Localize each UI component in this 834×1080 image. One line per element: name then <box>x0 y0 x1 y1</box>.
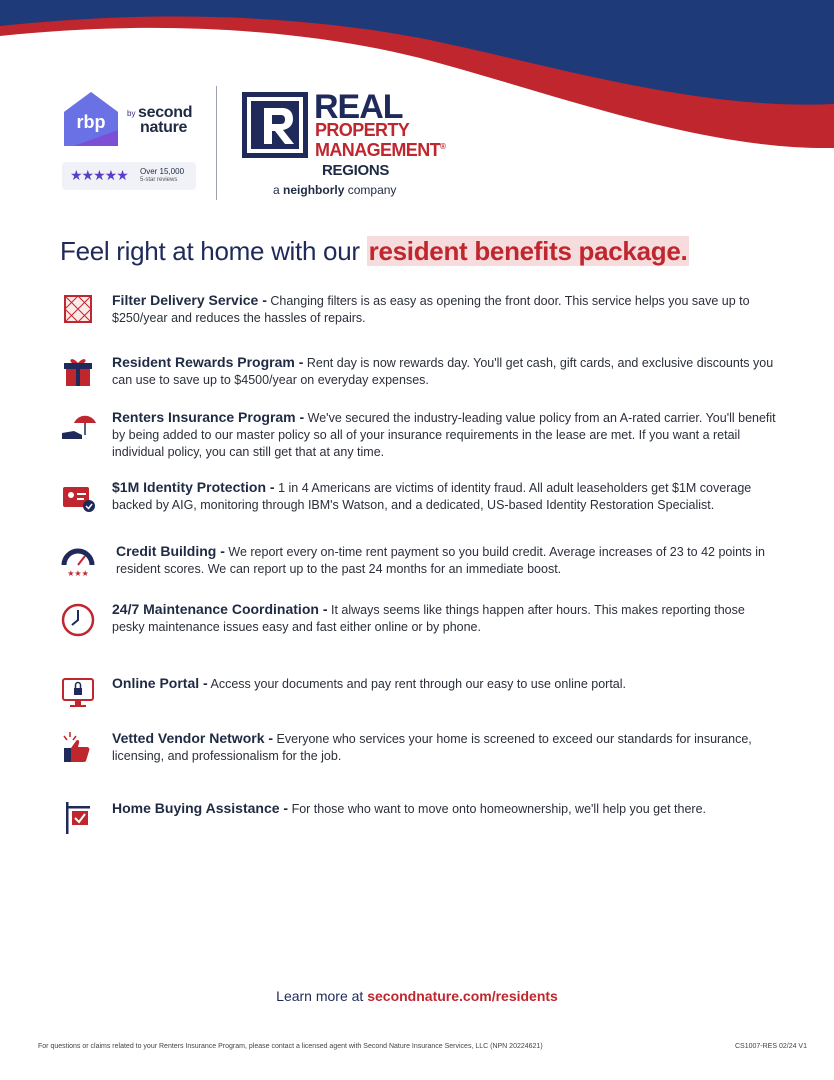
benefit-text <box>112 675 780 693</box>
residents-link[interactable]: secondnature.com/residents <box>367 988 558 1004</box>
benefit-text <box>112 292 780 327</box>
benefit-body: Everyone who services your home is screened to exceed our standards for insurance, licensing, and professionalism for the job. <box>112 732 752 763</box>
rbp-nature-text: nature <box>140 119 188 136</box>
headline-highlight: resident benefits package. <box>368 236 688 266</box>
logo-row <box>60 86 480 204</box>
logo-divider <box>216 86 217 200</box>
computer-lock-icon <box>60 675 96 711</box>
air-filter-icon <box>60 292 96 328</box>
umbrella-hand-icon <box>60 409 96 445</box>
benefit-text <box>112 730 780 765</box>
benefit-title: Renters Insurance Program - <box>112 409 305 425</box>
neighborly-company-text: a neighborly company <box>273 183 397 197</box>
benefit-title: Online Portal - <box>112 675 208 691</box>
svg-text:★★★: ★★★ <box>67 569 89 578</box>
learn-more-text: Learn more at <box>276 988 364 1004</box>
benefit-text <box>112 409 780 461</box>
benefit-body: Access your documents and pay rent through our easy to use online portal. <box>210 677 627 691</box>
rpm-property-text: PROPERTY <box>315 120 410 140</box>
credit-gauge-icon <box>60 543 96 579</box>
five-star-icon: ★★★★★ <box>70 167 128 183</box>
clock-icon <box>60 601 96 637</box>
id-card-shield-icon <box>60 479 96 515</box>
gift-icon <box>60 354 96 390</box>
benefit-body: We report every on-time rent payment so you build credit. Average increases of 23 to 42 points in resident scores. We can report up to the past 24 months for an immediate boost. <box>116 545 766 576</box>
benefit-text <box>112 354 780 389</box>
real-property-management-logo <box>242 88 462 202</box>
benefit-body: For those who want to move onto homeownership, we'll help you get there. <box>291 802 707 816</box>
headline-prefix: Feel right at home with our <box>60 236 360 266</box>
rbp-second-text: second <box>138 104 193 121</box>
benefit-text <box>116 543 784 578</box>
fine-print: For questions or claims related to your Renters Insurance Program, please contact a licensed agent with Second Nature Insurance Services, LLC (NPN 20224621) <box>38 1043 543 1050</box>
benefit-title: Credit Building - <box>116 543 225 559</box>
benefit-text <box>112 479 780 514</box>
benefit-title: Vetted Vendor Network - <box>112 730 274 746</box>
reviews-label: 5-star reviews <box>140 177 178 183</box>
document-code: CS1007-RES 02/24 V1 <box>735 1043 807 1050</box>
thumbs-up-icon <box>60 730 96 766</box>
benefit-body: 1 in 4 Americans are victims of identity fraud. All adult leaseholders get $1M coverage backed by AIG, monitoring through IBM's Watson, and a dedicated, US-based Identity Restoration Specialist. <box>112 481 752 512</box>
reviews-badge <box>62 162 196 190</box>
for-sale-sign-icon <box>60 800 96 836</box>
rbp-house-icon <box>62 90 120 148</box>
rpm-r-mark-icon <box>242 92 308 158</box>
rbp-second-nature-logo <box>60 86 205 204</box>
benefit-title: Home Buying Assistance - <box>112 800 289 816</box>
benefit-body: We've secured the industry-leading value policy from an A-rated carrier. You'll benefit by being added to our master policy so all of your insurance requirements in the lease are met. If you want a retail individual policy, you can still get that at any time. <box>112 411 776 459</box>
reviews-count: Over 15,000 <box>140 167 185 176</box>
benefit-title: 24/7 Maintenance Coordination - <box>112 601 328 617</box>
learn-more-line <box>0 988 834 1004</box>
rbp-by-text: by <box>127 109 136 118</box>
benefit-body: It always seems like things happen after hours. This makes reporting those pesky maintenance issues easy and fast either online or by phone. <box>112 603 745 634</box>
rpm-management-text: MANAGEMENT® <box>315 140 446 160</box>
page-headline <box>60 236 689 267</box>
rpm-regions-text: REGIONS <box>322 162 390 179</box>
benefit-text <box>112 601 780 636</box>
rbp-badge-text: rbp <box>76 112 106 132</box>
benefit-body: Changing filters is as easy as opening the front door. This service helps you save up to $250/year and reduces the hassles of repairs. <box>112 294 750 325</box>
benefit-title: Filter Delivery Service - <box>112 292 267 308</box>
benefit-title: $1M Identity Protection - <box>112 479 275 495</box>
benefit-text <box>112 800 780 818</box>
rpm-real-text: REAL <box>314 88 403 126</box>
benefit-body: Rent day is now rewards day. You'll get cash, gift cards, and exclusive discounts you can use to save up to $4500/year on everyday expenses. <box>112 356 774 387</box>
benefit-title: Resident Rewards Program - <box>112 354 304 370</box>
